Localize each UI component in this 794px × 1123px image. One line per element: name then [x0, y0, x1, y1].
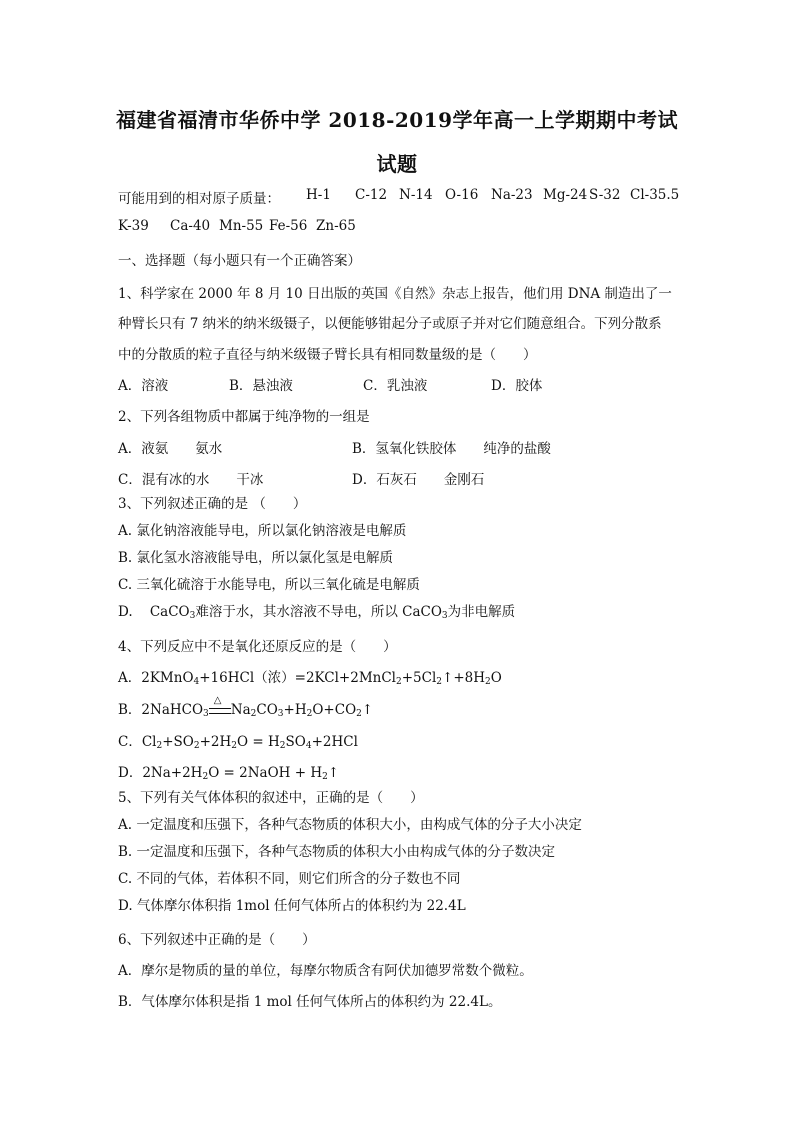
question-3-option-c: C. 三氧化硫溶于水能导电，所以三氧化硫是电解质 [118, 577, 420, 593]
question-1-option-d: D．胶体 [491, 378, 543, 394]
question-1-stem-line2: 种臂长只有 7 纳米的纳米级镊子，以便能够钳起分子或原子并对它们随意组合。下列分散系 [118, 316, 662, 332]
atomic-mass-o: O-16 [445, 187, 479, 203]
question-1-option-a: A．溶液 [118, 378, 169, 394]
question-1-option-b: B．悬浊液 [229, 378, 293, 394]
question-2-option-b: B．氢氧化铁胶体 纯净的盐酸 [352, 441, 551, 457]
question-2-stem: 2、下列各组物质中都属于纯净物的一组是 [118, 409, 370, 425]
question-6-option-a: A．摩尔是物质的量的单位，每摩尔物质含有阿伏加德罗常数个微粒。 [118, 963, 533, 979]
atomic-mass-label: 可能用到的相对原子质量： [118, 191, 280, 207]
atomic-mass-cl: Cl-35.5 [630, 187, 680, 203]
question-3-option-d: D. CaCO$_3$难溶于水，其水溶液不导电，所以 CaCO$_3$为非电解质 [118, 604, 516, 621]
question-5-option-c: C. 不同的气体，若体积不同，则它们所含的分子数也不同 [118, 871, 461, 887]
atomic-mass-ca: Ca-40 [170, 218, 211, 234]
section-heading: 一、选择题（每小题只有一个正确答案） [118, 253, 361, 269]
question-4-stem: 4、下列反应中不是氧化还原反应的是（ ） [118, 639, 397, 655]
question-1-stem-line3: 中的分散质的粒子直径与纳米级镊子臂长具有相同数量级的是（ ） [118, 347, 537, 363]
question-4-option-d: D．$2Na+2H_2O$ = 2NaOH + $H_2↑$ [118, 765, 340, 782]
question-2-option-d: D．石灰石 金刚石 [352, 472, 485, 488]
atomic-mass-h: H-1 [306, 187, 331, 203]
question-5-option-a: A. 一定温度和压强下，各种气态物质的体积大小，由构成气体的分子大小决定 [118, 817, 582, 833]
atomic-mass-na: Na-23 [491, 187, 533, 203]
question-4-option-a: A．2KMnO$_4$+16HCl（浓）$=2KCl+2MnCl_2+5Cl_2↑+8H_2O$ [118, 670, 502, 687]
question-2-option-c: C．混有冰的水 干冰 [118, 472, 264, 488]
atomic-mass-k: K-39 [118, 218, 149, 234]
question-4-option-c: C．$Cl_2+SO_2+2H_2O = H_2SO_4+2HCl$ [118, 734, 358, 751]
question-5-option-d: D. 气体摩尔体积指 1mol 任何气体所占的体积约为 22.4L [118, 898, 466, 914]
question-1-option-c: C．乳浊液 [363, 378, 428, 394]
question-1-stem: 1、科学家在 2000 年 8 月 10 日出版的英国《自然》杂志上报告，他们用 DNA 制造出了一 [118, 286, 672, 302]
page-title: 福建省福清市华侨中学 2018-2019学年高一上学期期中考试 [115, 108, 679, 132]
question-3-option-a: A. 氯化钠溶液能导电，所以氯化钠溶液是电解质 [118, 523, 407, 539]
question-5-option-b: B. 一定温度和压强下，各种气态物质的体积大小由构成气体的分子数决定 [118, 844, 556, 860]
question-3-stem: 3、下列叙述正确的是 （ ） [118, 496, 307, 512]
atomic-mass-mn: Mn-55 [219, 218, 264, 234]
page-title-continued: 试题 [376, 152, 418, 176]
atomic-mass-c: C-12 [355, 187, 388, 203]
atomic-mass-mg: Mg-24 [543, 187, 588, 203]
question-5-stem: 5、下列有关气体体积的叙述中，正确的是（ ） [118, 790, 424, 806]
atomic-mass-fe: Fe-56 [269, 218, 308, 234]
question-6-option-b: B．气体摩尔体积是指 1 mol 任何气体所占的体积约为 22.4L。 [118, 994, 502, 1010]
question-3-option-b: B. 氯化氢水溶液能导电，所以氯化氢是电解质 [118, 550, 394, 566]
question-2-option-a: A．液氨 氨水 [118, 441, 223, 457]
question-3-option-d-prefix: D. [118, 604, 133, 620]
heat-arrow-icon [209, 701, 231, 715]
atomic-mass-s: S-32 [589, 187, 621, 203]
atomic-mass-n: N-14 [399, 187, 433, 203]
question-4-option-b: B．2NaHCO$_3$△ $Na_2CO_3+H_2O+CO_2↑$ [118, 698, 373, 719]
atomic-mass-zn: Zn-65 [316, 218, 356, 234]
question-6-stem: 6、下列叙述中正确的是（ ） [118, 932, 316, 948]
